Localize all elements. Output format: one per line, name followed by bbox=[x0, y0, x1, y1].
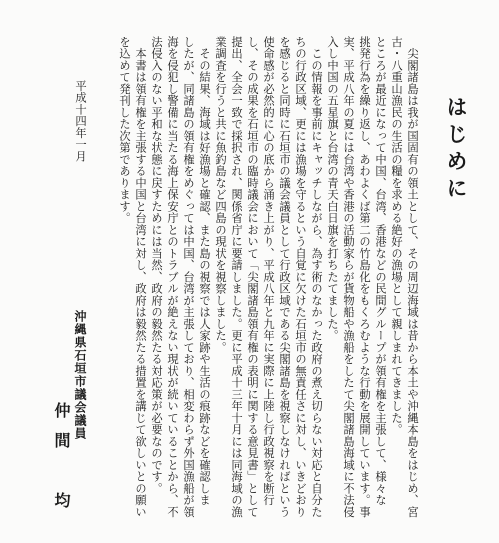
body-line: 業調査を行うと共に魚釣島など四島の現状を視察しました。 bbox=[214, 36, 227, 354]
body-line: その結果、海域は好漁場と確認、また島の視察では人家跡や生活の痕跡などを確認しま bbox=[198, 36, 211, 506]
author-name: 仲間 均 bbox=[52, 402, 71, 522]
body-line: ところが最近になって中国、台湾、香港などの民間グループが領有権を主張して、様々な bbox=[374, 36, 387, 506]
body-line: 挑発行為を繰り返し、あわよくば第二の竹島化をもくろむような行動を展開しています。事 bbox=[358, 36, 371, 518]
body-line: したが、同諸島の領有権をめぐっては中国、台湾が主張しており、相変わらず外国漁船が領 bbox=[182, 36, 195, 518]
body-line: 海を侵犯し警備に当たる海上保安庁とのトラブルが絶えない現状が続いていることから、不 bbox=[166, 36, 179, 518]
body-line: 使命感が必然的に心の底から涌き上がり、平成八年と九年に実際に上陸し行政視察を断行 bbox=[262, 36, 275, 506]
body-line: 法侵入のない平和な状態に戻すためには当然、政府の毅然たる対応策が必要なのです。 bbox=[150, 36, 163, 495]
body-line: 尖閣諸島は我が国固有の領土として、その周辺海域は昔から本土や沖縄本島をはじめ、宮 bbox=[406, 36, 419, 518]
body-line: 本書は領有権を主張する中国と台湾に対し、政府は毅然たる措置を講じて欲しいとの願い bbox=[134, 36, 147, 518]
body-line: 入し中国の五星旗と台湾の青天白日旗を打ちたてました。 bbox=[326, 36, 339, 342]
body-line: この情報を事前にキャッチしながら、為す術のなかった政府の煮え切らない対応と自分た bbox=[310, 36, 323, 518]
page-title: はじめに bbox=[444, 96, 469, 204]
body-line: 古・八重山漁民の生活の糧を求める絶好の漁場として親しまれてきました。 bbox=[390, 36, 403, 436]
publication-date: 平成十四年一月 bbox=[74, 80, 87, 163]
body-line: 実、平成八年の夏には台湾や香港の活動家らが貨物船や漁船をしたて尖閣諸島海域に不法侵 bbox=[342, 36, 355, 518]
body-line: 提出、全会一致で採択され、関係省庁に要請しました。更に平成十三年十月には同海域の漁 bbox=[230, 36, 243, 518]
body-line: を込めて発刊した次第であります。 bbox=[118, 36, 131, 224]
body-line: ちの行政区域、更には漁場を守るという自覚に欠けた石垣市の無責任さに対し、いきどおり bbox=[294, 36, 307, 518]
body-line: を感じると同時に石垣市の議会議員として行政区域である尖閣諸島を視察しなければという bbox=[278, 36, 291, 518]
body-line: し、その成果を石垣市の臨時議会において「尖閣諸島領有権の表明に関する意見書」として bbox=[246, 36, 259, 518]
author-affiliation: 沖縄県石垣市議会議員 bbox=[73, 310, 87, 440]
